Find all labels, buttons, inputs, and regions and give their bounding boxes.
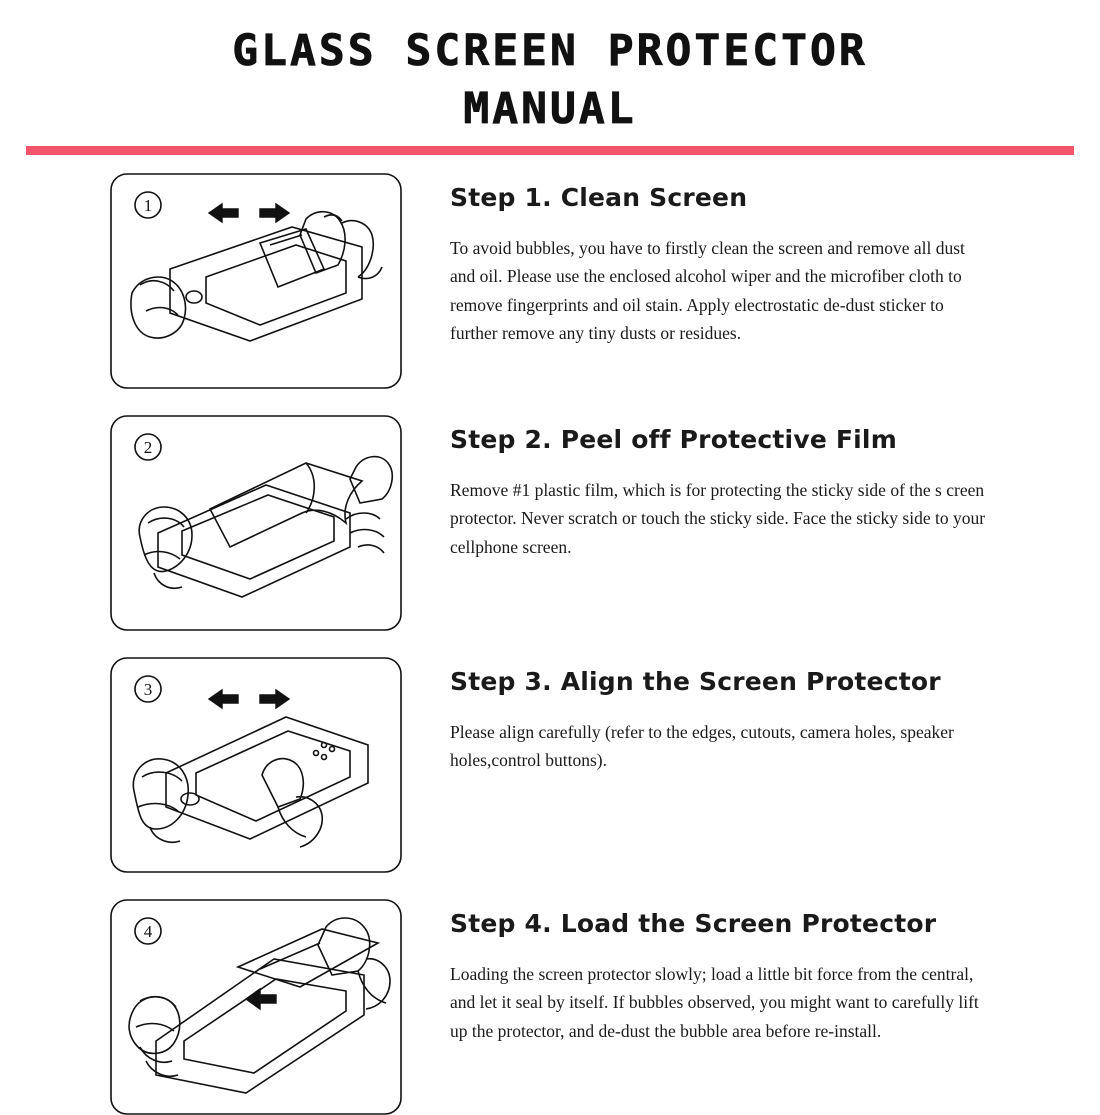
steps-list: [0, 155, 1100, 1115]
step-text-2: [402, 415, 1076, 561]
step-item-3: [0, 657, 1100, 873]
step-heading-3: Step 3. Align the Screen Protector: [450, 667, 941, 697]
page-title-line-1: GLASS SCREEN PROTECTOR: [232, 26, 868, 76]
step-heading-1: Step 1. Clean Screen: [450, 183, 748, 213]
step-text-1: [402, 173, 1076, 347]
step-item-1: [0, 173, 1100, 389]
title-divider: [26, 146, 1074, 155]
illustration-step-2: [110, 415, 402, 631]
step-body-4: Loading the screen protector slowly; load a little bit force from the central, and let it seal by itself. If bubbles observed, you might want to carefully lift up the protector, and de-dust the bubble area before re-install.: [450, 964, 979, 1041]
step-item-4: [0, 899, 1100, 1115]
step-item-2: [0, 415, 1100, 631]
step-badge-3: 3: [143, 680, 153, 700]
illustration-step-4: [110, 899, 402, 1115]
page-title-line-2: MANUAL: [463, 84, 637, 135]
step-badge-4: 4: [143, 922, 153, 942]
step-text-4: [402, 899, 1076, 1045]
illustration-step-3: [110, 657, 402, 873]
illustration-step-1: [110, 173, 402, 389]
step-body-2: Remove #1 plastic film, which is for protecting the sticky side of the s creen protector. Never scratch or touch the sticky side. Face the sticky side to your cellphone screen.: [450, 480, 986, 557]
step-text-3: [402, 657, 1076, 775]
step-heading-4: Step 4. Load the Screen Protector: [450, 909, 937, 939]
title-block: [0, 0, 1100, 138]
step-body-1: To avoid bubbles, you have to firstly clean the screen and remove all dust and oil. Please use the enclosed alcohol wiper and the microfiber cloth to remove fingerprints and oil stain. Apply electrostatic de-dust sticker to further remove any tiny dusts or residues.: [450, 238, 965, 344]
step-heading-2: Step 2. Peel off Protective Film: [450, 425, 897, 455]
step-badge-2: 2: [143, 438, 153, 458]
step-body-3: Please align carefully (refer to the edges, cutouts, camera holes, speaker holes,control buttons).: [450, 722, 954, 771]
step-badge-1: 1: [143, 196, 153, 216]
